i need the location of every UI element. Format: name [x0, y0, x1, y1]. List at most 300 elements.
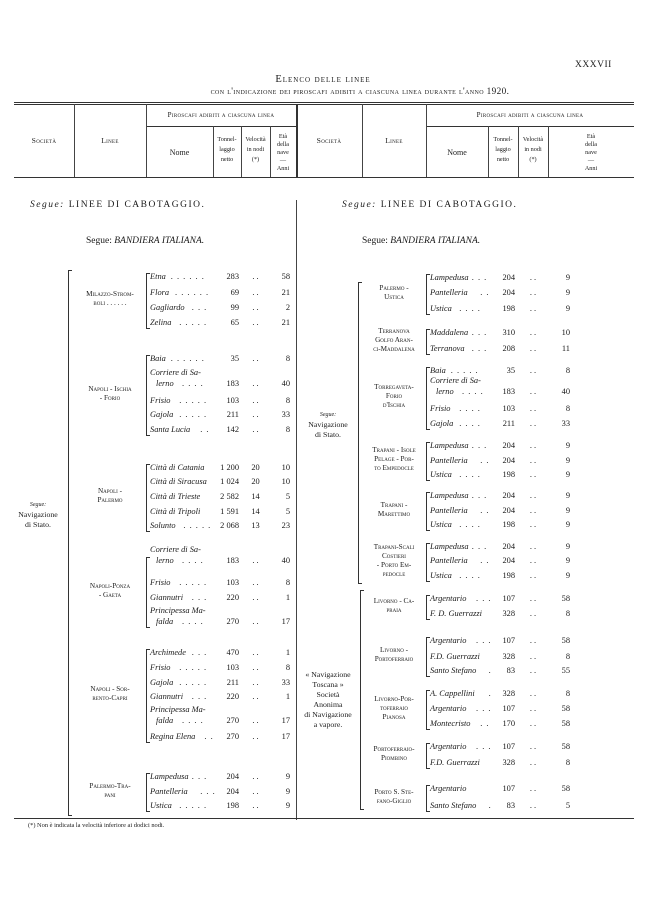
- tonnage-value: 65: [230, 318, 239, 327]
- line-label-part: Trapani-Scali: [373, 542, 415, 551]
- leader-dots: . . .: [476, 636, 492, 645]
- speed-value: 20: [251, 477, 260, 486]
- tonnage-value: 107: [502, 594, 515, 603]
- tonnage-value: 198: [502, 304, 515, 313]
- ship-name: Frisio: [150, 396, 171, 405]
- group-brace: [146, 355, 147, 436]
- societa-line: Navigazione: [18, 510, 58, 519]
- tonnage-value: 204: [502, 556, 515, 565]
- age-value: 17: [281, 732, 290, 741]
- ship-name: Gajola: [150, 410, 174, 419]
- ship-name: Giannutri: [150, 593, 184, 602]
- line-label-part: Torregaveta-: [374, 383, 414, 391]
- speed-value: . .: [252, 692, 259, 701]
- header-eta: Età della nave — Anni: [584, 133, 598, 172]
- tonnage-value: 183: [226, 379, 239, 388]
- leader-dots: . .: [480, 556, 490, 565]
- age-value: 58: [281, 272, 290, 281]
- line-label-part: Golfo Aran-: [375, 335, 413, 344]
- header-nome: Nome: [169, 148, 190, 157]
- page-number: XXXVII: [575, 60, 612, 70]
- tonnage-value: 208: [502, 344, 515, 353]
- tonnage-value: 204: [502, 456, 515, 465]
- speed-value: . .: [252, 396, 259, 405]
- tonnage-value: 142: [226, 425, 239, 434]
- ship-name: Santo Stefano: [430, 801, 477, 810]
- line-label: [74, 782, 146, 800]
- line-label: [74, 582, 146, 600]
- line-label: [362, 383, 426, 410]
- societa-segue: Segue:: [319, 412, 337, 418]
- line-label-part: Napoli-Ponza: [89, 581, 131, 590]
- leader-dots: . . .: [191, 303, 208, 312]
- leader-dots: . . . . .: [179, 578, 208, 587]
- footnote-rule: [14, 818, 634, 819]
- speed-value: . .: [252, 617, 259, 626]
- ship-name: Pantelleria: [430, 556, 468, 565]
- speed-value: . .: [252, 801, 259, 810]
- ship-name: Pantelleria: [430, 456, 468, 465]
- speed-value: . .: [529, 758, 537, 767]
- line-label-part: Napoli -: [97, 487, 123, 495]
- ship-name: Gajola: [430, 419, 454, 428]
- societa-brace-right-1: [358, 282, 359, 584]
- line-label-part: Napoli - Sor-: [90, 685, 130, 693]
- speed-value: . .: [252, 318, 259, 327]
- speed-value: . .: [529, 387, 537, 396]
- ship-name: Argentario: [430, 594, 467, 603]
- ship-name: Corriere di Sa-: [150, 368, 201, 377]
- ship-name: Ustica: [150, 801, 172, 810]
- tonnage-value: 198: [502, 520, 515, 529]
- line-label: [74, 290, 146, 308]
- ship-name: Santa Lucia: [150, 425, 191, 434]
- age-value: 8: [285, 663, 290, 672]
- leader-dots: . .: [480, 506, 490, 515]
- speed-value: . .: [529, 542, 537, 551]
- speed-value: . .: [252, 663, 259, 672]
- tonnage-value: 2 582: [220, 492, 239, 501]
- speed-value: . .: [252, 303, 259, 312]
- age-value: 40: [561, 387, 570, 396]
- leader-dots: . . . . . .: [170, 272, 205, 281]
- tonnage-value: 83: [506, 801, 515, 810]
- societa-label-left: [10, 500, 66, 530]
- line-label-part: Costieri: [382, 551, 406, 560]
- leader-dots: . . . .: [459, 470, 481, 479]
- line-label-part: Portoferraio: [374, 655, 414, 663]
- tonnage-value: 198: [226, 801, 239, 810]
- leader-dots: . . . . . .: [170, 354, 205, 363]
- tonnage-value: 198: [502, 470, 515, 479]
- footnote: (*) Non è indicata la velocità inferiore ai dodici nodi.: [28, 822, 165, 829]
- tonnage-value: 99: [230, 303, 239, 312]
- tonnage-value: 183: [226, 556, 239, 565]
- ship-name: Santo Stefano: [430, 666, 477, 675]
- group-brace: [146, 773, 147, 812]
- ship-name: Corriere di Sa-: [430, 376, 481, 385]
- line-label-part: pedocle: [382, 569, 406, 578]
- age-value: 10: [561, 328, 570, 337]
- header-linee: Linee: [101, 136, 119, 145]
- ship-name: Pantelleria: [430, 288, 468, 297]
- speed-value: . .: [252, 354, 259, 363]
- ship-name: Frisio: [430, 404, 451, 413]
- line-label-part: Palermo-Tra-: [89, 781, 131, 790]
- age-value: 58: [561, 719, 570, 728]
- tonnage-value: 107: [502, 636, 515, 645]
- speed-value: . .: [529, 520, 537, 529]
- ship-name-cont: lerno: [156, 379, 174, 388]
- speed-value: . .: [529, 470, 537, 479]
- leader-dots: . .: [480, 719, 490, 728]
- societa-line: di Navigazione: [304, 710, 352, 719]
- age-value: 8: [565, 404, 570, 413]
- age-value: 9: [285, 787, 290, 796]
- societa-label-right-1: [298, 410, 358, 440]
- age-value: 58: [561, 742, 570, 751]
- tonnage-value: 204: [502, 542, 515, 551]
- speed-value: . .: [252, 272, 259, 281]
- speed-value: 13: [251, 521, 260, 530]
- header-nome: Nome: [447, 148, 467, 157]
- age-value: 11: [561, 344, 570, 353]
- age-value: 9: [565, 520, 570, 529]
- speed-value: . .: [529, 344, 537, 353]
- ship-name: Etna: [150, 272, 166, 281]
- line-label: [362, 788, 426, 806]
- age-value: 9: [565, 491, 570, 500]
- section-prefix: Segue:: [30, 200, 65, 210]
- line-label-part: Livorno - Ca-: [373, 596, 415, 605]
- ship-name: F.D. Guerrazzi: [430, 652, 480, 661]
- age-value: 9: [565, 441, 570, 450]
- band-text: BANDIERA ITALIANA.: [390, 236, 481, 246]
- line-label-part: - Porto Em-: [376, 560, 412, 569]
- tonnage-value: 103: [226, 663, 239, 672]
- speed-value: . .: [529, 304, 537, 313]
- societa-brace-right-2: [360, 590, 361, 810]
- ship-name: F. D. Guerrazzi: [430, 609, 482, 618]
- age-value: 8: [285, 425, 290, 434]
- line-label: [362, 446, 426, 473]
- header-linee: Linee: [385, 136, 403, 145]
- header-societa: Società: [31, 136, 57, 145]
- leader-dots: . . . . .: [450, 366, 479, 375]
- leader-dots: . . . .: [182, 716, 204, 725]
- speed-value: . .: [529, 666, 537, 675]
- age-value: 9: [285, 772, 290, 781]
- leader-dots: . . .: [476, 742, 492, 751]
- ship-name: Principessa Ma-: [150, 606, 206, 615]
- ship-name: Zelina: [150, 318, 172, 327]
- line-label-part: Terranova: [378, 326, 410, 335]
- ship-name: Ustica: [430, 470, 452, 479]
- ship-name: Argentario: [430, 704, 467, 713]
- tonnage-value: 107: [502, 742, 515, 751]
- line-label-part: pani: [104, 790, 116, 799]
- speed-value: . .: [529, 419, 537, 428]
- header-tonnellaggio: Tonnel- laggio netto: [217, 136, 237, 163]
- tonnage-value: 170: [502, 719, 515, 728]
- societa-line: « Navigazione: [305, 670, 351, 679]
- leader-dots: . . . . .: [179, 663, 208, 672]
- line-label-part: Pelage - Por-: [374, 455, 414, 463]
- leader-dots: . . . . .: [179, 396, 208, 405]
- group-brace: [426, 637, 427, 677]
- age-value: 58: [561, 594, 570, 603]
- leader-dots: . . . . .: [179, 801, 208, 810]
- leader-dots: . .: [480, 456, 490, 465]
- section-heading-right: [342, 200, 517, 210]
- speed-value: . .: [252, 593, 259, 602]
- societa-brace-left: [68, 270, 69, 816]
- tonnage-value: 1 200: [220, 463, 239, 472]
- leader-dots: . .: [204, 732, 214, 741]
- speed-value: . .: [529, 288, 537, 297]
- header-sub-rule-right: [426, 126, 634, 127]
- age-value: 8: [565, 366, 570, 375]
- line-label-part: Ustica: [384, 292, 404, 301]
- line-label: [74, 685, 146, 703]
- line-label-part: Piombino: [381, 754, 407, 762]
- leader-dots: . . . . .: [179, 678, 208, 687]
- band-heading-left: [86, 236, 204, 246]
- speed-value: 20: [251, 463, 260, 472]
- age-value: 9: [565, 304, 570, 313]
- leader-dots: . . .: [471, 344, 488, 353]
- speed-value: . .: [529, 594, 537, 603]
- band-prefix: Segue:: [86, 236, 112, 246]
- ship-name: Città di Trieste: [150, 492, 201, 501]
- ship-name: Solunto: [150, 521, 176, 530]
- leader-dots: .: [488, 689, 492, 698]
- ship-name: Frisio: [150, 663, 171, 672]
- age-value: 21: [281, 318, 290, 327]
- speed-value: . .: [252, 578, 259, 587]
- age-value: 9: [565, 456, 570, 465]
- tonnage-value: 328: [502, 689, 515, 698]
- age-value: 21: [281, 288, 290, 297]
- line-label-part: praia: [386, 605, 402, 614]
- header-eta: Età della nave — Anni: [276, 133, 290, 172]
- ship-name: Lampedusa: [430, 491, 469, 500]
- age-value: 9: [565, 470, 570, 479]
- line-label-part: toferraio: [380, 703, 408, 712]
- ship-name: Lampedusa: [430, 441, 469, 450]
- speed-value: . .: [252, 678, 259, 687]
- group-brace: [426, 785, 427, 812]
- header-societa: Società: [316, 136, 342, 145]
- ship-name-cont: lerno: [156, 556, 174, 565]
- leader-dots: . .: [480, 288, 490, 297]
- line-label: [362, 695, 426, 722]
- group-brace: [426, 492, 427, 531]
- group-brace: [426, 274, 427, 315]
- age-value: 9: [565, 571, 570, 580]
- leader-dots: . . . .: [459, 571, 481, 580]
- age-value: 9: [565, 273, 570, 282]
- group-brace: [426, 743, 427, 769]
- age-value: 2: [285, 303, 290, 312]
- ship-name: Regina Elena: [150, 732, 196, 741]
- age-value: 33: [281, 410, 290, 419]
- band-heading-right: [362, 236, 480, 246]
- tonnage-value: 204: [502, 273, 515, 282]
- speed-value: . .: [252, 425, 259, 434]
- age-value: 10: [281, 463, 290, 472]
- ship-name: Ustica: [430, 571, 452, 580]
- group-brace: [426, 595, 427, 620]
- tonnage-value: 270: [226, 732, 239, 741]
- speed-value: . .: [529, 609, 537, 618]
- band-prefix: Segue:: [362, 236, 388, 246]
- ship-name: Pantelleria: [150, 787, 188, 796]
- age-value: 9: [565, 542, 570, 551]
- line-label-part: boli . . . . . .: [93, 299, 127, 307]
- tonnage-value: 204: [502, 506, 515, 515]
- leader-dots: . . .: [191, 648, 208, 657]
- ship-name: Corriere di Sa-: [150, 545, 201, 554]
- group-brace: [146, 649, 147, 743]
- speed-value: . .: [529, 404, 537, 413]
- header-bottom-rule: [14, 177, 634, 178]
- age-value: 10: [281, 477, 290, 486]
- tonnage-value: 283: [226, 272, 239, 281]
- tonnage-value: 328: [502, 609, 515, 618]
- line-label-part: to Empedocle: [374, 464, 414, 472]
- ship-name: Giannutri: [150, 692, 184, 701]
- societa-line: di Stato.: [25, 520, 51, 529]
- leader-dots: . . .: [471, 273, 488, 282]
- speed-value: . .: [529, 491, 537, 500]
- leader-dots: . . .: [191, 593, 208, 602]
- line-label: [362, 543, 426, 579]
- line-label-part: Livorno -: [379, 646, 409, 654]
- ship-name: Maddalena: [430, 328, 469, 337]
- leader-dots: . . .: [476, 704, 492, 713]
- speed-value: . .: [529, 689, 537, 698]
- ship-name: Città di Tripoli: [150, 507, 201, 516]
- line-label-part: Napoli - Ischia: [88, 384, 132, 393]
- leader-dots: . . .: [471, 441, 488, 450]
- line-label: [362, 646, 426, 664]
- line-label-part: - Forio: [99, 393, 121, 402]
- ship-name-cont: falda: [156, 617, 174, 626]
- line-label-part: Porto S. Ste-: [374, 787, 414, 796]
- ship-name: Flora: [150, 288, 170, 297]
- leader-dots: .: [488, 666, 492, 675]
- age-value: 9: [565, 288, 570, 297]
- societa-line: di Stato.: [315, 430, 341, 439]
- leader-dots: . . . .: [459, 304, 481, 313]
- tonnage-value: 470: [226, 648, 239, 657]
- line-label: [362, 745, 426, 763]
- age-value: 1: [285, 692, 290, 701]
- band-text: BANDIERA ITALIANA.: [114, 236, 205, 246]
- speed-value: . .: [252, 732, 259, 741]
- tonnage-value: 1 591: [220, 507, 239, 516]
- tonnage-value: 103: [226, 396, 239, 405]
- age-value: 8: [565, 609, 570, 618]
- tonnage-value: 83: [506, 666, 515, 675]
- ship-name-cont: lerno: [436, 387, 454, 396]
- line-label: [362, 501, 426, 519]
- line-label-part: rento-Capri: [92, 694, 128, 702]
- age-value: 8: [285, 578, 290, 587]
- tonnage-value: 183: [502, 387, 515, 396]
- age-value: 58: [561, 636, 570, 645]
- line-label-part: Trapani - Isole: [372, 446, 416, 454]
- line-label-part: Forio: [385, 392, 403, 400]
- ship-name: Lampedusa: [430, 542, 469, 551]
- societa-line: a vapore.: [313, 720, 343, 729]
- ship-name: A. Cappellini: [430, 689, 475, 698]
- line-label-part: fano-Giglio: [376, 796, 412, 805]
- tonnage-value: 328: [502, 652, 515, 661]
- tonnage-value: 220: [226, 692, 239, 701]
- group-brace: [426, 690, 427, 730]
- group-brace: [426, 442, 427, 481]
- age-value: 8: [565, 652, 570, 661]
- ship-name: Gajola: [150, 678, 174, 687]
- header-piroscafi: Piroscafi adibiti a ciascuna linea: [476, 111, 584, 119]
- leader-dots: . . . .: [459, 520, 481, 529]
- age-value: 58: [561, 784, 570, 793]
- group-brace: [146, 273, 147, 329]
- ship-name: Frisio: [150, 578, 171, 587]
- ship-name: Argentario: [430, 742, 467, 751]
- societa-line: Navigazione: [308, 420, 348, 429]
- tonnage-value: 204: [226, 787, 239, 796]
- line-label-part: Livorno-Por-: [374, 694, 414, 703]
- header-piroscafi: Piroscafi adibiti a ciascuna linea: [167, 111, 275, 119]
- line-label-part: Trapani -: [380, 500, 408, 509]
- tonnage-value: 35: [506, 366, 515, 375]
- tonnage-value: 211: [226, 678, 239, 687]
- leader-dots: . . .: [471, 542, 488, 551]
- line-label-part: Palermo: [97, 496, 123, 504]
- speed-value: . .: [529, 456, 537, 465]
- page-title: Elenco delle linee: [275, 74, 371, 85]
- speed-value: . .: [252, 716, 259, 725]
- leader-dots: . . . .: [182, 379, 204, 388]
- speed-value: . .: [529, 571, 537, 580]
- header-top-rule: [14, 102, 634, 103]
- tonnage-value: 270: [226, 716, 239, 725]
- section-text: LINEE DI CABOTAGGIO.: [380, 200, 518, 210]
- tonnage-value: 107: [502, 784, 515, 793]
- line-label-part: Portoferraio-: [373, 745, 415, 753]
- ship-name: Principessa Ma-: [150, 705, 206, 714]
- tonnage-value: 69: [230, 288, 239, 297]
- line-label: [74, 385, 146, 403]
- age-value: 9: [565, 506, 570, 515]
- ship-name: Argentario: [430, 784, 467, 793]
- line-label-part: Pianosa: [382, 712, 406, 721]
- age-value: 58: [561, 704, 570, 713]
- age-value: 8: [565, 758, 570, 767]
- ship-name: Argentario: [430, 636, 467, 645]
- page-subtitle: con l'indicazione dei piroscafi adibiti a ciascuna linea durante l'anno 1920.: [210, 86, 510, 96]
- speed-value: . .: [529, 441, 537, 450]
- leader-dots: . . . . .: [179, 410, 208, 419]
- age-value: 23: [281, 521, 290, 530]
- ship-name: Baia: [150, 354, 166, 363]
- tonnage-value: 1 024: [220, 477, 239, 486]
- tonnage-value: 103: [502, 404, 515, 413]
- ship-name: Città di Catania: [150, 463, 205, 472]
